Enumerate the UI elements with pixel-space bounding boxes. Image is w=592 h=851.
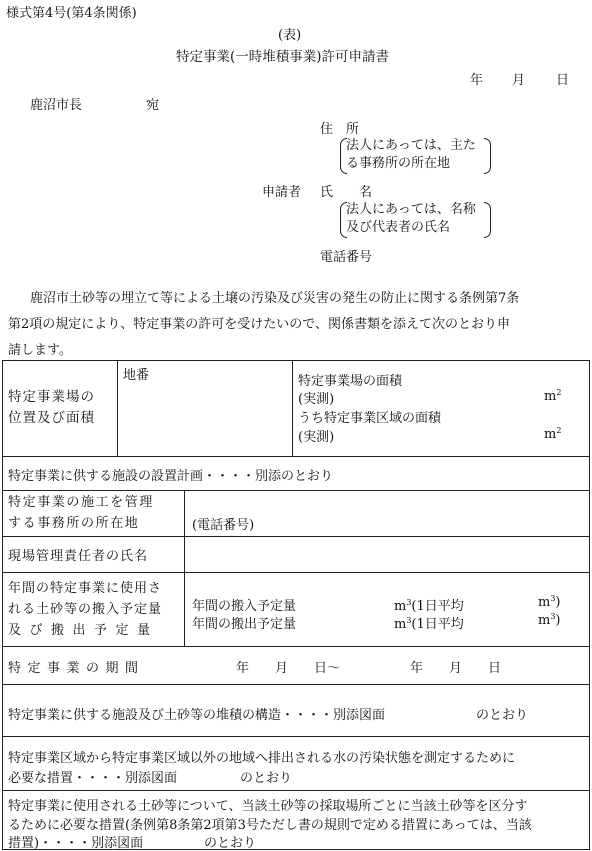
form-number: 様式第4号(第4条関係) bbox=[6, 6, 137, 21]
address-note bbox=[346, 137, 476, 173]
import-volume-label: 年間の搬入予定量 bbox=[192, 599, 297, 614]
address-note-line-1: 法人にあっては、主た bbox=[346, 138, 476, 153]
volume-label-line-2: れる土砂等の搬入予定量 bbox=[8, 602, 163, 617]
office-label bbox=[8, 492, 154, 534]
period-start: 年 月 日～ bbox=[236, 661, 341, 676]
name-label: 氏 名 bbox=[320, 185, 373, 200]
location-label-line-2: 位置及び面積 bbox=[8, 410, 95, 426]
office-label-line-1: 特定事業の施工を管理 bbox=[8, 495, 155, 510]
intro-line-1: 鹿沼市土砂等の埋立て等による土壌の汚染及び災害の発生の防止に関する条例第7条 bbox=[30, 291, 520, 306]
form-side-label: (表) bbox=[278, 28, 302, 43]
phone-label: 電話番号 bbox=[320, 250, 373, 265]
lot-number-label: 地番 bbox=[123, 368, 150, 383]
form-title: 特定事業(一時堆積事業)許可申請書 bbox=[176, 49, 390, 65]
import-daily-unit: $m^3$) bbox=[538, 594, 561, 610]
site-area-label: 特定事業場の面積 bbox=[298, 374, 403, 389]
water-measure-line-2: 必要な措置・・・・別添図面 bbox=[8, 771, 178, 786]
address-label: 住 所 bbox=[320, 122, 360, 137]
location-area-label bbox=[8, 387, 95, 429]
office-phone-label: (電話番号) bbox=[192, 518, 255, 533]
separation-line-1: 特定事業に使用される土砂等について、当該土砂等の採取場所ごとに当該土砂等を区分す bbox=[8, 799, 528, 814]
structure-text: 特定事業に供する施設及び土砂等の堆積の構造・・・・別添図面 bbox=[8, 708, 386, 723]
address-note-line-2: る事務所の所在地 bbox=[346, 156, 451, 171]
site-area-measured: (実測) bbox=[298, 392, 335, 407]
export-volume-label: 年間の搬出予定量 bbox=[192, 617, 297, 632]
intro-line-3: 請します。 bbox=[8, 343, 72, 358]
intro-line-2: 第2項の規定により、特定事業の許可を受けたいので、関係書類を添えて次のとおり申 bbox=[8, 317, 511, 332]
volume-label-line-1: 年間の特定事業に使用さ bbox=[8, 581, 163, 596]
export-daily-unit: $m^3$) bbox=[538, 612, 561, 628]
business-area-label: うち特定事業区域の面積 bbox=[298, 411, 442, 426]
structure-as-follows: のとおり bbox=[476, 708, 529, 723]
name-note-bracket-close bbox=[484, 202, 491, 238]
business-area-unit: $m^2$ bbox=[544, 426, 562, 442]
volume-label bbox=[8, 578, 162, 641]
date-month: 月 bbox=[512, 73, 526, 88]
office-label-line-2: する事務所の所在地 bbox=[8, 516, 140, 531]
applicant-label: 申請者 bbox=[262, 185, 302, 200]
period-end: 年 月 日 bbox=[410, 661, 502, 676]
addressee-name: 鹿沼市長 bbox=[30, 98, 83, 113]
address-note-bracket-close bbox=[484, 138, 491, 174]
name-note-line-1: 法人にあっては、名称 bbox=[346, 202, 476, 217]
date-day: 日 bbox=[556, 73, 570, 88]
date-year: 年 bbox=[470, 73, 484, 88]
import-daily-avg: $m^3(1$日平均 bbox=[394, 598, 464, 614]
name-note bbox=[346, 201, 476, 237]
name-note-line-2: 及び代表者の氏名 bbox=[346, 220, 451, 235]
export-daily-avg: $m^3(1$日平均 bbox=[394, 616, 464, 632]
period-label: 特定事業の期間 bbox=[8, 661, 145, 676]
facility-plan-text: 特定事業に供する施設の設置計画・・・・別添のとおり bbox=[8, 469, 334, 484]
intro-paragraph bbox=[8, 286, 586, 364]
separation-line-2: るために必要な措置(条例第8条第2項第3号ただし書の規則で定める措置にあっては、当該 bbox=[8, 818, 532, 833]
water-as-follows: のとおり bbox=[240, 771, 293, 786]
volume-label-line-3: 及び搬出予定量 bbox=[8, 623, 159, 638]
manager-name-label: 現場管理責任者の氏名 bbox=[8, 549, 149, 564]
separation-as-follows: のとおり bbox=[204, 836, 257, 851]
site-area-unit: $m^2$ bbox=[544, 388, 562, 404]
location-label-line-1: 特定事業場の bbox=[8, 389, 95, 405]
business-area-measured: (実測) bbox=[298, 430, 335, 445]
separation-line-3: 措置)・・・・別添図面 bbox=[8, 836, 144, 851]
water-measure-line-1: 特定事業区域から特定事業区域以外の地域へ排出される水の汚染状態を測定するために bbox=[8, 751, 516, 766]
addressee-suffix: 宛 bbox=[146, 98, 160, 113]
